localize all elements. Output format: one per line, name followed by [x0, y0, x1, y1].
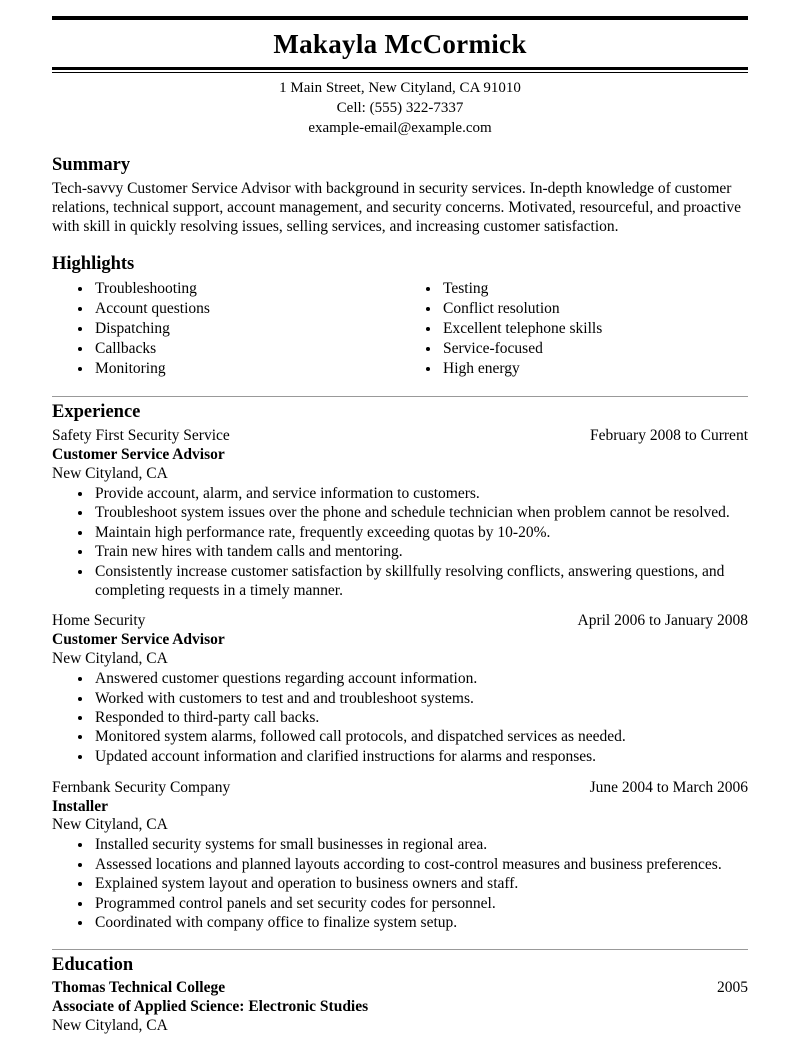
- job-title: Customer Service Advisor: [52, 446, 225, 464]
- job-bullet: • Maintain high performance rate, frequently exceeding quotas by 10-20%.: [93, 524, 748, 543]
- company-name: Fernbank Security Company: [52, 778, 231, 796]
- job-bullet: • Coordinated with company office to finalize system setup.: [93, 914, 748, 933]
- job-bullet: • Troubleshoot system issues over the phone and schedule technician when problem cannot be resolved.: [93, 504, 748, 523]
- highlight-item: • Service-focused: [441, 340, 748, 359]
- contact-phone: Cell: (555) 322-7337: [336, 99, 464, 116]
- job-header-row: [52, 427, 748, 446]
- experience-section: [52, 396, 748, 933]
- highlight-item: • Dispatching: [93, 320, 400, 339]
- highlights-columns: [52, 278, 748, 380]
- job-bullet: • Answered customer questions regarding account information.: [93, 670, 748, 689]
- company-name: Home Security: [52, 612, 146, 630]
- job-location: New Cityland, CA: [52, 816, 168, 834]
- job-title: Installer: [52, 797, 108, 815]
- job-bullet: • Assessed locations and planned layouts according to cost-control measures and business preferences.: [93, 856, 748, 875]
- job-bullet: • Train new hires with tandem calls and mentoring.: [93, 543, 748, 562]
- job-dates: June 2004 to March 2006: [589, 778, 748, 796]
- job-bullet: • Installed security systems for small businesses in regional area.: [93, 836, 748, 855]
- summary-text: Tech-savvy Customer Service Advisor with background in security services. In-depth knowledge of customer relations, technical support, account management, and security concerns. Motivated, resourceful, and proactive with skill in quickly resolving issues, selling services, and increasing customer satisfaction.: [52, 179, 742, 235]
- header-rule-thin: [52, 72, 748, 73]
- education-degree: Associate of Applied Science: Electronic Studies: [52, 998, 369, 1016]
- job-dates: April 2006 to January 2008: [577, 612, 748, 630]
- job-location: New Cityland, CA: [52, 650, 168, 668]
- header-double-rule: [52, 67, 748, 73]
- highlight-item: • Troubleshooting: [93, 280, 400, 299]
- job-entry: [52, 779, 748, 933]
- highlight-item: • Testing: [441, 280, 748, 299]
- highlight-item: • Excellent telephone skills: [441, 320, 748, 339]
- highlights-list-left: [52, 280, 400, 379]
- job-bullet: • Monitored system alarms, followed call protocols, and dispatched services as needed.: [93, 728, 748, 747]
- summary-title: Summary: [52, 155, 131, 176]
- job-dates: February 2008 to Current: [590, 427, 748, 445]
- highlights-list-right: [400, 280, 748, 379]
- highlights-column-left: [52, 278, 400, 380]
- job-entry: [52, 427, 748, 600]
- highlight-item: • Conflict resolution: [441, 300, 748, 319]
- job-bullet: • Worked with customers to test and and troubleshoot systems.: [93, 690, 748, 709]
- resume-name: Makayla McCormick: [273, 29, 527, 59]
- contact-email: example-email@example.com: [308, 119, 492, 136]
- contact-block: [52, 79, 748, 138]
- job-bullet: • Updated account information and clarified instructions for alarms and responses.: [93, 748, 748, 767]
- highlights-section: [52, 253, 748, 380]
- highlight-item: • Callbacks: [93, 340, 400, 359]
- job-bullet: • Consistently increase customer satisfaction by skillfully resolving conflicts, answering questions, and completing requests in a timely manner.: [93, 563, 748, 601]
- job-header-row: [52, 612, 748, 631]
- highlights-column-right: [400, 278, 748, 380]
- summary-section: [52, 154, 748, 236]
- company-name: Safety First Security Service: [52, 427, 230, 445]
- job-bullet: • Explained system layout and operation to business owners and staff.: [93, 875, 748, 894]
- job-bullets: [52, 485, 748, 600]
- education-section: [52, 949, 748, 1036]
- highlight-item: • Account questions: [93, 300, 400, 319]
- education-year: 2005: [717, 979, 748, 997]
- header-top-rule: [52, 16, 748, 20]
- job-title: Customer Service Advisor: [52, 631, 225, 649]
- contact-address: 1 Main Street, New Cityland, CA 91010: [279, 79, 521, 96]
- job-header-row: [52, 779, 748, 798]
- job-bullets: [52, 836, 748, 933]
- education-title: Education: [52, 954, 134, 975]
- job-bullet: • Programmed control panels and set security codes for personnel.: [93, 895, 748, 914]
- highlight-item: • Monitoring: [93, 360, 400, 379]
- job-location: New Cityland, CA: [52, 465, 168, 483]
- education-location: New Cityland, CA: [52, 1017, 168, 1035]
- job-bullet: • Provide account, alarm, and service information to customers.: [93, 485, 748, 504]
- highlight-item: • High energy: [441, 360, 748, 379]
- job-entry: [52, 612, 748, 766]
- education-header-row: [52, 979, 748, 998]
- header-rule-thick: [52, 67, 748, 70]
- job-bullets: [52, 670, 748, 767]
- highlights-title: Highlights: [52, 253, 135, 274]
- job-bullet: • Responded to third-party call backs.: [93, 709, 748, 728]
- experience-title: Experience: [52, 401, 141, 422]
- education-school: Thomas Technical College: [52, 979, 226, 997]
